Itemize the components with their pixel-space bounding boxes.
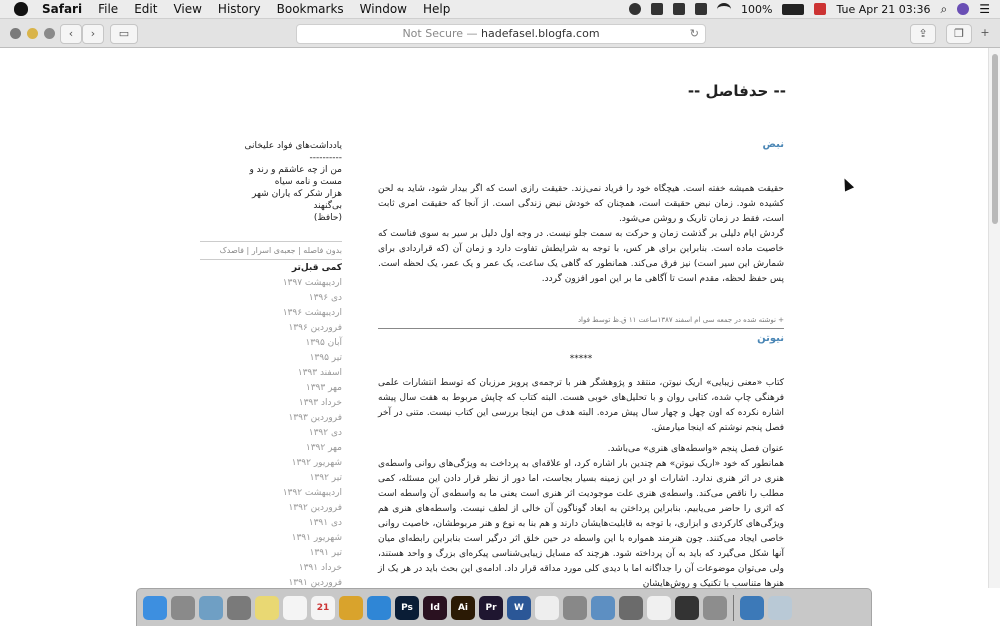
sidebar-links[interactable]: بدون فاصله | جعبه‌ی اسرار | فاصدک [219,246,342,255]
web-page [0,48,988,588]
menu-edit[interactable]: Edit [134,2,158,16]
dock-calendar-icon[interactable]: 21 [311,596,335,620]
post-1-paragraph-1: حقیقت همیشه خفته است. هیچگاه خود را فریاد نمی‌زند. حقیقت رازی است که اگر بیدار شود، شاید به لحن کشیده شود. زمان نبض حقیقت است، همچنان که خودش نبض زندگی است. از آنجا که حقیقت امری ثابت است، فقط در زمان تاریک و روشن می‌شود. [378,184,784,224]
dock-premiere-icon[interactable]: Pr [479,596,503,620]
post-1-paragraph-2: گردش ایام دلیلی بر گذشت زمان و حرکت به سمت جلو نیست. در وجه اول دلیل بر سیر به سوی فناست که خاصیت ماده است. بنابراین برای هر کس، با توجه به شرایطش تفاوت دارد و زمان آن (که قراردادی برای شمارش این سیر است) نیز فرق می‌کند. همانطور که گاهی یک ساعت، یک عمر و یک عمر، یک لحظه است. پس حفظ لحظه، مقدم است تا آگاهی ما بر این امور افزون گردد. [378,229,784,284]
zoom-window-icon[interactable] [44,28,55,39]
page-scrollbar[interactable] [988,48,1000,588]
dock-downloads-icon[interactable] [768,596,792,620]
post-body-1 [378,182,784,287]
archive-item[interactable]: اسفند ۱۳۹۳ [297,368,342,378]
forward-button[interactable] [82,24,104,44]
archive-item[interactable]: مهر ۱۳۹۳ [305,383,342,393]
dock-books-icon[interactable] [227,596,251,620]
sidebar-button[interactable] [110,24,138,44]
archive-item[interactable]: دی ۱۳۹۲ [308,428,342,438]
sidebar-poem-line: مست و نامه سیاه [274,177,342,187]
dropbox-icon[interactable] [673,3,685,15]
archive-item[interactable]: شهریور ۱۳۹۱ [291,533,342,543]
battery-icon[interactable] [782,4,804,15]
scrollbar-thumb[interactable] [992,54,998,224]
clock[interactable]: Tue Apr 21 03:36 [836,2,931,16]
menu-history[interactable]: History [217,2,261,16]
dock-network-utility-icon[interactable] [740,596,764,620]
dock-dvd-player-icon[interactable] [675,596,699,620]
url-text: hadefasel.blogfa.com [481,27,600,40]
dock-reminders-icon[interactable] [283,596,307,620]
archive-item[interactable]: اردیبهشت ۱۳۹۶ [282,308,342,318]
dock-textedit-icon[interactable] [535,596,559,620]
archive-item[interactable]: اردیبهشت ۱۳۹۲ [282,488,342,498]
archive-item[interactable]: فروردین ۱۳۹۳ [288,413,342,423]
menu-app-name[interactable]: Safari [42,2,83,16]
chevron-right-icon: › [90,27,96,40]
post-2-paragraph-1: کتاب «معنی زیبایی» اریک نیوتن، منتقد و پژوهشگر هنر با ترجمه‌ی پرویز مرزبان که توسط انتشارات علمی فرهنگی چاپ شده، کتابی روان و با تحلیل‌های خوبی هست. البته کتاب که چاپش مربوط به هفت سال پیشه اشاره نکرده که اون چهل و چهار سال پیش مرده. البته هدف من اینجا بررسی این کتاب نیست. متنی در آخر فصل پنجم نوشتم که اینجا میارمش. [378,378,784,433]
post-title-2[interactable]: نیوتن [757,333,784,344]
dock-notes-icon[interactable] [255,596,279,620]
sidebar-separator [200,241,342,242]
archive-item[interactable]: دی ۱۳۹۶ [308,293,342,303]
dock-image-capture-icon[interactable] [619,596,643,620]
dock-illustrator-icon[interactable]: Ai [451,596,475,620]
post-meta-1[interactable]: + نوشته شده در جمعه سی ام اسفند ۱۳۸۷ساعت ۱۱ ق.ظ توسط فواد [577,316,784,324]
tabs-button[interactable] [946,24,972,44]
archive-item[interactable]: تیر ۱۳۹۵ [309,353,342,363]
menu-help[interactable]: Help [423,2,451,16]
dock-utilities-icon[interactable] [591,596,615,620]
archive-item[interactable]: اردیبهشت ۱۳۹۷ [282,278,342,288]
post-body-2 [378,376,784,588]
sidebar-divider: ---------- [309,153,342,163]
menu-view[interactable]: View [173,2,202,16]
post-2-paragraph-3: همانطور که خود «اریک نیوتن» هم چندین بار اشاره کرد، او علاقه‌ای به پرداخت به ویژگی‌های روانی واسطه‌ی هنری در اثر هنری ندارد. اشارات او در این زمینه بسیار بجاست، اما دور از نظر قرار دادن این مسئله، کمی مطلب را ناقص می‌کند. واسطه‌ی هنری علت موجودیت اثر هنری است یعنی ما به واسطه‌ی آن واسطه است که اثری را حاضر می‌یابیم. بنابراین پرداختن به ابعاد گوناگون آن خالی از لطف نیست. واسطه‌های هنری هم ویژگی‌های کارکردی و ابزاری، با توجه به قابلیت‌هایشان دارند و هم بنا به نوع و هنر مربوطشان، خاصیت روانی خاصی ایجاد می‌کنند. چون هنرمند همواره با این واسطه در حین خلق اثر درگیر است بنابراین رابطه‌ای میان آنها شکل می‌گیرد که باید به آن پرداخته شود. هرچند که مسایل زیبایی‌شناسی پیکره‌ای بزرگ و واحد هستند، ولی می‌توان موضوعات آن را جداگانه اما با دیدی کلی مورد مداقه قرار داد. ادامه‌ی این بحث باید در هر یک از هنرها متناسب با تکنیک و روش‌هایشان [378,459,784,588]
post-2-paragraph-2: عنوان فصل پنجم «واسطه‌های هنری» می‌باشد. [607,444,784,454]
sidebar-poem-line: هزار شکر که یاران شهر [252,189,342,199]
archive-item[interactable]: فروردین ۱۳۹۶ [288,323,342,333]
archive-item[interactable]: مهر ۱۳۹۲ [305,443,342,453]
archive-item[interactable]: خرداد ۱۳۹۱ [298,563,342,573]
archive-item[interactable]: تیر ۱۳۹۲ [309,473,342,483]
archive-item[interactable]: دی ۱۳۹۱ [308,518,342,528]
sidebar-intro [200,140,342,224]
sidebar-intro-title: یادداشت‌های فواد علیخانی [244,141,342,151]
mouse-cursor [840,176,854,191]
dock-separator [733,595,734,621]
tabs-icon: ❐ [954,27,964,40]
dock [136,588,872,626]
menu-bookmarks[interactable]: Bookmarks [276,2,344,16]
share-icon: ⇪ [918,27,928,40]
archive-list [200,276,342,588]
post-divider [378,328,784,329]
wifi-icon[interactable] [717,3,731,16]
dock-indesign-icon[interactable]: Id [423,596,447,620]
sidebar-poem-line: (حافظ) [313,213,342,223]
dock-preview-icon[interactable] [199,596,223,620]
sidebar-separator [200,259,342,260]
dock-itunes-icon[interactable] [647,596,671,620]
dock-finder-icon[interactable] [143,596,167,620]
reload-icon[interactable]: ↻ [689,27,699,40]
app-status-icon[interactable] [651,3,663,15]
siri-icon[interactable] [957,3,969,15]
post-title-1[interactable]: نبض [762,139,784,150]
dock-word-icon[interactable]: W [507,596,531,620]
browser-toolbar [0,19,1000,48]
sidebar-icon: ▭ [118,27,130,40]
dock-trash-icon[interactable] [796,596,820,620]
post-2-stars: ***** [569,354,593,364]
bluetooth-icon[interactable] [695,3,707,15]
archive-item[interactable]: شهریور ۱۳۹۲ [291,458,342,468]
address-bar[interactable] [296,24,706,44]
menu-file[interactable]: File [98,2,119,16]
not-secure-label: Not Secure — [402,27,478,40]
archive-item[interactable]: فروردین ۱۳۹۱ [288,578,342,588]
archive-item[interactable]: آبان ۱۳۹۵ [305,338,342,348]
dock-launchpad-icon[interactable] [171,596,195,620]
dock-chrome-icon[interactable] [339,596,363,620]
dock-safari-icon[interactable] [367,596,391,620]
archive-item[interactable]: فروردین ۱۳۹۲ [288,503,342,513]
menu-window[interactable]: Window [359,2,407,16]
plus-icon: + [980,26,990,39]
blog-title[interactable]: -- حدفاصل -- [687,82,786,100]
notification-center-icon[interactable]: ☰ [979,2,990,16]
chevron-left-icon: ‹ [68,27,74,40]
sidebar-poem-line: بی‌گنهند [313,201,342,211]
sidebar-poem-line: من از چه عاشقم و رند و [249,165,342,175]
flag-icon[interactable] [814,3,826,15]
archive-item[interactable]: تیر ۱۳۹۱ [309,548,342,558]
menu-bar [0,0,1000,19]
close-window-icon[interactable] [10,28,21,39]
share-button[interactable] [910,24,936,44]
back-button[interactable] [60,24,82,44]
archive-item[interactable]: خرداد ۱۳۹۳ [298,398,342,408]
apple-icon[interactable] [14,2,28,16]
minimize-window-icon[interactable] [27,28,38,39]
dock-system-preferences-icon[interactable] [703,596,727,620]
archive-title: کمی قبل‌تر [291,263,342,273]
spotlight-icon[interactable]: ⌕ [940,1,948,16]
dock-script-editor-icon[interactable] [563,596,587,620]
battery-percent[interactable]: 100% [741,2,773,16]
record-icon[interactable] [629,3,641,15]
new-tab-button[interactable] [978,24,992,42]
dock-photoshop-icon[interactable]: Ps [395,596,419,620]
status-area [629,0,990,18]
